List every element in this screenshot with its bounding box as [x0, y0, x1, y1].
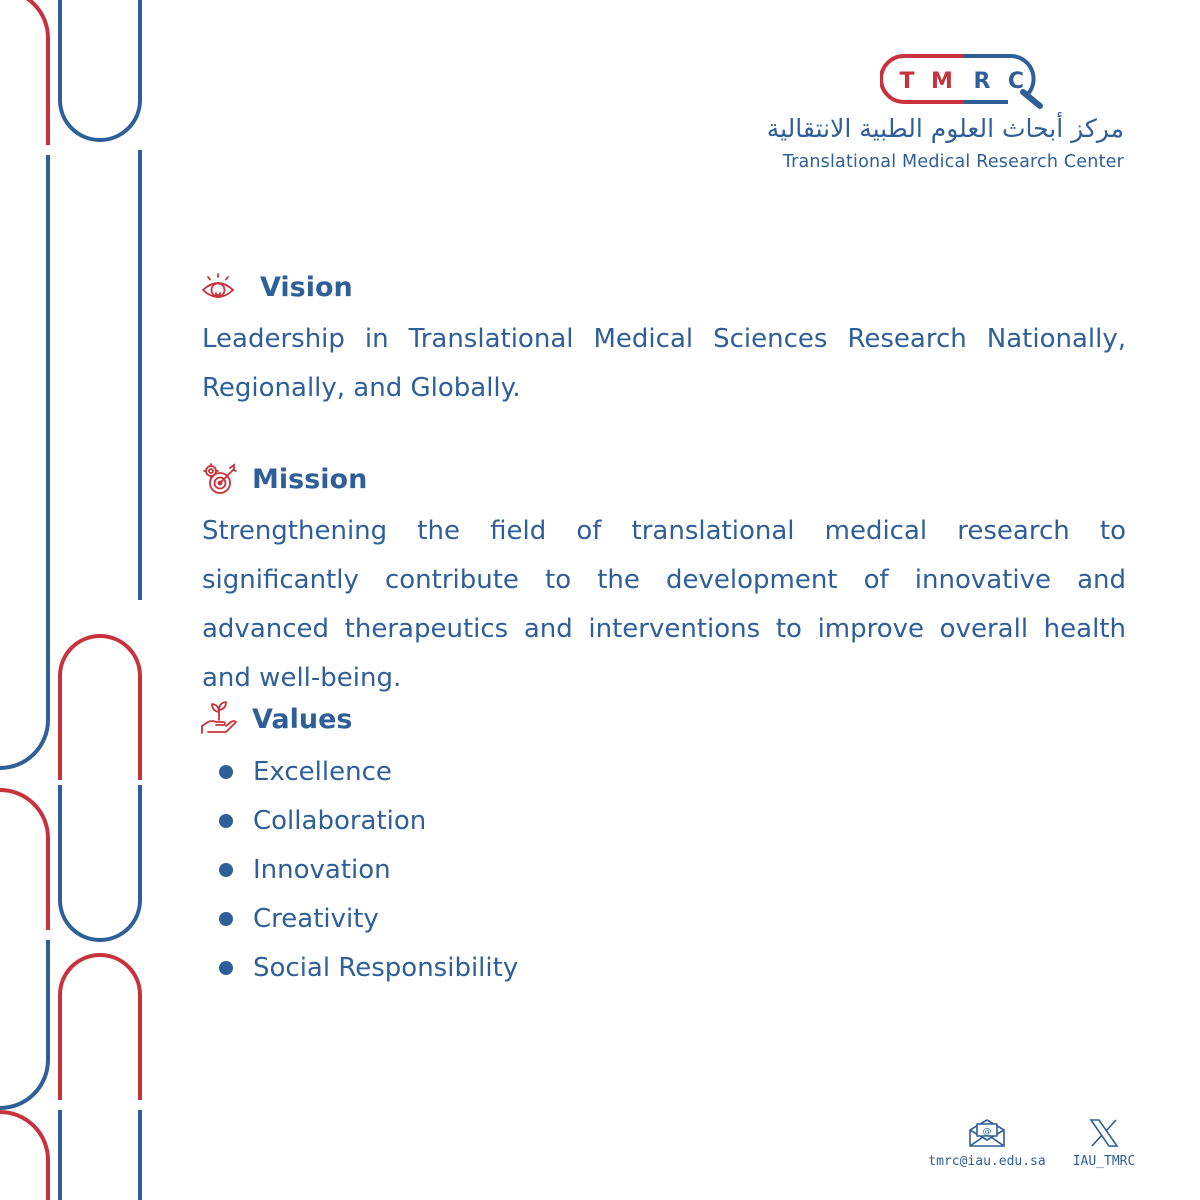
- logo-english-name: Translational Medical Research Center: [782, 152, 1124, 172]
- mission-title: Mission: [252, 464, 368, 495]
- value-creativity: Creativity: [253, 904, 379, 934]
- list-item: [216, 797, 518, 846]
- deco-red-arch-top: [0, 0, 48, 145]
- list-item: [216, 748, 518, 797]
- value-social-responsibility: Social Responsibility: [253, 953, 519, 983]
- bullet-icon: [219, 863, 233, 877]
- logo-pill-graphic: [880, 52, 1050, 110]
- bullet-icon: [219, 912, 233, 926]
- deco-blue-left-curve: [0, 155, 48, 768]
- svg-text:@: @: [982, 1127, 992, 1137]
- deco-blue-u-top: [60, 0, 140, 140]
- magnifier-icon: [1023, 92, 1040, 106]
- values-title: Values: [252, 704, 353, 735]
- logo-letter-r: R: [973, 69, 991, 94]
- deco-red-arch-bottom: [60, 955, 140, 1100]
- value-excellence: Excellence: [253, 757, 392, 787]
- deco-red-arch-left-bottom: [0, 1112, 48, 1200]
- value-collaboration: Collaboration: [253, 806, 427, 836]
- tmrc-logo: [766, 52, 1130, 182]
- x-logo-icon: [1088, 1118, 1120, 1148]
- decorative-line-pattern: [0, 0, 160, 1200]
- logo-letter-m: M: [931, 69, 953, 94]
- email-icon: [968, 1118, 1006, 1148]
- list-item: [216, 895, 518, 944]
- list-item: [216, 846, 518, 895]
- footer-twitter[interactable]: [1062, 1118, 1146, 1169]
- vision-title: Vision: [260, 272, 353, 303]
- vision-text: Leadership in Translational Medical Sciences Research Nationally, Regionally, and Globally.: [202, 324, 1126, 403]
- logo-arabic-name: مركز أبحاث العلوم الطبية الانتقالية: [766, 114, 1124, 143]
- bullet-icon: [219, 765, 233, 779]
- footer-email[interactable]: [922, 1118, 1052, 1169]
- list-item: [216, 944, 518, 993]
- bullet-icon: [219, 961, 233, 975]
- deco-blue-left-curve-2: [0, 940, 48, 1108]
- target-gear-icon: [200, 462, 238, 496]
- email-label: tmrc@iau.edu.sa: [928, 1154, 1046, 1169]
- deco-red-arch-left: [0, 790, 48, 930]
- mission-text: Strengthening the field of translational medical research to significantly contribute to the development of innovative and advanced therapeutics and interventions to improve overall health and well-being.: [202, 516, 1126, 693]
- logo-letter-t: T: [899, 69, 915, 94]
- values-list: [216, 748, 518, 993]
- deco-blue-u-mid: [60, 785, 140, 940]
- deco-red-arch-mid: [60, 636, 140, 780]
- logo-letter-c: C: [1007, 69, 1025, 94]
- bullet-icon: [219, 814, 233, 828]
- hand-plant-icon: [200, 700, 238, 738]
- twitter-label: IAU_TMRC: [1072, 1154, 1136, 1169]
- eye-lightbulb-icon: [200, 272, 236, 308]
- value-innovation: Innovation: [253, 855, 391, 885]
